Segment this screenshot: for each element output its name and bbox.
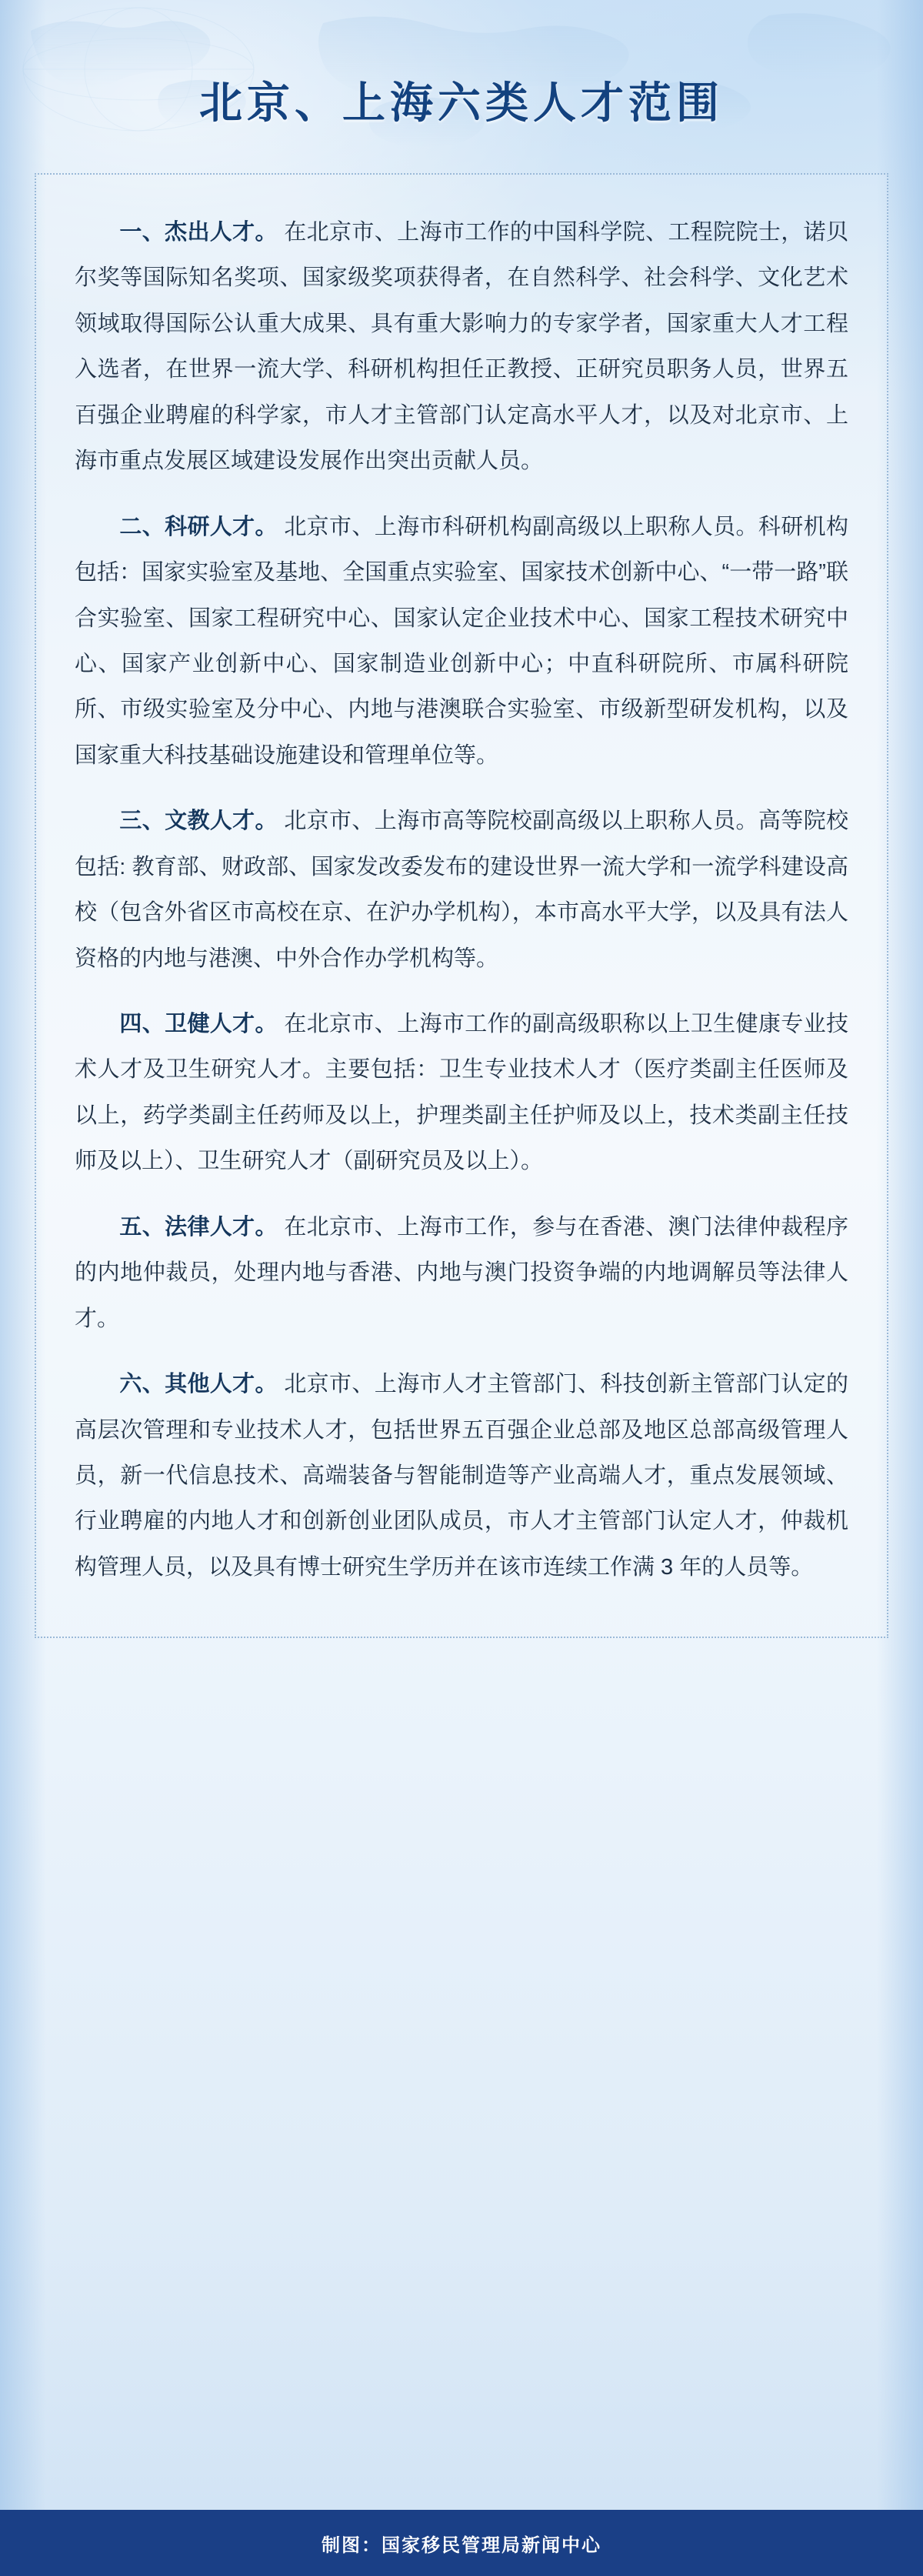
page-title: 北京、上海六类人才范围: [199, 79, 724, 128]
section-text-6: 北京市、上海市人才主管部门、科技创新主管部门认定的高层次管理和专业技术人才，包括世界五百强企业总部及地区总部高级管理人员，新一代信息技术、高端装备与智能制造等产业高端人才，重点发展领域、行业聘雇的内地人才和创新创业团队成员，市人才主管部门认定人才，仲裁机构管理人员，以及具有博士研究生学历并在该市连续工作满 3 年的人员等。: [75, 1372, 848, 1580]
section-lead-2: 二、科研人才。: [119, 514, 278, 539]
section-text-3: 北京市、上海市高等院校副高级以上职称人员。高等院校包括: 教育部、财政部、国家发改委发布的建设世界一流大学和一流学科建设高校（包含外省区市高校在京、在沪办学机构），本市高水平大学，以及具有法人资格的内地与港澳、中外合作办学机构等。: [75, 809, 848, 971]
section-paragraph-1: [75, 210, 848, 485]
section-text-1: 在北京市、上海市工作的中国科学院、工程院院士，诺贝尔奖等国际知名奖项、国家级奖项获得者，在自然科学、社会科学、文化艺术领域取得国际公认重大成果、具有重大影响力的专家学者，国家重大人才工程入选者，在世界一流大学、科研机构担任正教授、正研究员职务人员，世界五百强企业聘雇的科学家，市人才主管部门认定高水平人才，以及对北京市、上海市重点发展区域建设发展作出突出贡献人员。: [75, 220, 848, 474]
section-paragraph-5: [75, 1205, 848, 1342]
content-frame: [35, 173, 888, 1638]
section-paragraph-2: [75, 505, 848, 779]
section-paragraph-6: [75, 1362, 848, 1590]
section-lead-3: 三、文教人才。: [119, 809, 278, 834]
section-lead-4: 四、卫健人才。: [119, 1012, 278, 1037]
footer-bar: [0, 2510, 923, 2576]
section-paragraph-3: [75, 799, 848, 982]
section-lead-5: 五、法律人才。: [119, 1214, 278, 1240]
section-paragraph-4: [75, 1002, 848, 1185]
section-text-2: 北京市、上海市科研机构副高级以上职称人员。科研机构包括：国家实验室及基地、全国重点实验室、国家技术创新中心、“一带一路”联合实验室、国家工程研究中心、国家认定企业技术中心、国家工程技术研究中心、国家产业创新中心、国家制造业创新中心；中直科研院所、市属科研院所、市级实验室及分中心、内地与港澳联合实验室、市级新型研发机构，以及国家重大科技基础设施建设和管理单位等。: [75, 514, 848, 768]
footer-credit: 制图：国家移民管理局新闻中心: [322, 2534, 601, 2556]
section-lead-1: 一、杰出人才。: [119, 220, 278, 245]
section-text-5: 在北京市、上海市工作，参与在香港、澳门法律仲裁程序的内地仲裁员，处理内地与香港、内地与澳门投资争端的内地调解员等法律人才。: [75, 1214, 848, 1331]
section-text-4: 在北京市、上海市工作的副高级职称以上卫生健康专业技术人才及卫生研究人才。主要包括：卫生专业技术人才（医疗类副主任医师及以上，药学类副主任药师及以上，护理类副主任护师及以上，技术类副主任技师及以上）、卫生研究人才（副研究员及以上）。: [75, 1012, 848, 1174]
section-lead-6: 六、其他人才。: [119, 1372, 278, 1397]
